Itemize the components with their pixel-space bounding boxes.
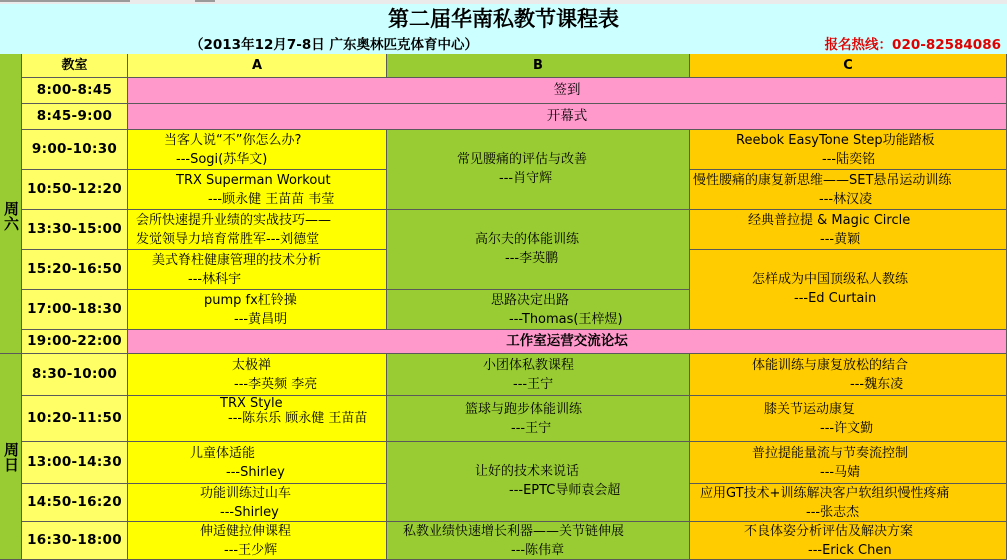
course-speaker: ---林汉凌 bbox=[819, 192, 873, 207]
course-cell bbox=[690, 396, 1007, 442]
day-label-sunday bbox=[0, 354, 22, 560]
page-subtitle: （2013年12月7-8日 广东奥林匹克体育中心） bbox=[190, 37, 478, 53]
course-speaker: 发觉领导力培育常胜军---刘德堂 bbox=[136, 232, 320, 247]
course-title: 膝关节运动康复 bbox=[764, 402, 856, 417]
course-cell bbox=[387, 522, 690, 560]
course-cell bbox=[690, 130, 1007, 170]
course-speaker: ---黄颖 bbox=[820, 232, 861, 247]
course-title: 当客人说“不”你怎么办? bbox=[164, 133, 302, 148]
course-title: 慢性腰痛的康复新思维——SET悬吊运动训练 bbox=[693, 173, 952, 188]
course-speaker: ---Ed Curtain bbox=[794, 291, 877, 306]
course-cell bbox=[128, 442, 387, 484]
course-cell bbox=[690, 250, 1007, 330]
course-speaker: ---魏东凌 bbox=[850, 377, 904, 392]
time-slot: 8:00-8:45 bbox=[22, 78, 128, 104]
course-title: 体能训练与康复放松的结合 bbox=[752, 358, 909, 373]
day-label-saturday bbox=[0, 78, 22, 354]
course-title: 篮球与跑步体能训练 bbox=[465, 402, 583, 417]
course-cell bbox=[128, 522, 387, 560]
course-cell bbox=[128, 210, 387, 250]
course-cell bbox=[690, 484, 1007, 522]
course-title: 私教业绩快速增长利器——关节链伸展 bbox=[403, 524, 625, 539]
course-title: Reebok EasyTone Step功能踏板 bbox=[736, 133, 935, 148]
course-cell bbox=[690, 210, 1007, 250]
course-speaker: ---Erick Chen bbox=[808, 543, 892, 558]
course-speaker: ---林科宇 bbox=[188, 272, 242, 287]
course-cell bbox=[128, 250, 387, 290]
course-speaker: ---马婧 bbox=[820, 465, 861, 480]
time-slot: 13:00-14:30 bbox=[22, 442, 128, 484]
course-speaker: ---陈伟章 bbox=[511, 543, 565, 558]
time-slot: 10:50-12:20 bbox=[22, 170, 128, 210]
course-speaker: ---EPTC导师袁会超 bbox=[509, 483, 621, 498]
course-speaker: ---黄昌明 bbox=[234, 312, 288, 327]
course-title: 不良体姿分析评估及解决方案 bbox=[744, 524, 914, 539]
course-cell bbox=[387, 396, 690, 442]
course-speaker: ---李英频 李亮 bbox=[234, 377, 318, 392]
course-cell bbox=[690, 522, 1007, 560]
course-speaker: ---王少辉 bbox=[224, 543, 278, 558]
header-room: 教室 bbox=[22, 54, 128, 78]
course-speaker: ---李英鹏 bbox=[505, 251, 559, 266]
course-cell bbox=[690, 170, 1007, 210]
course-speaker: ---张志杰 bbox=[806, 505, 860, 520]
time-slot: 14:50-16:20 bbox=[22, 484, 128, 522]
time-slot: 16:30-18:00 bbox=[22, 522, 128, 560]
page-title: 第二届华南私教节课程表 bbox=[388, 7, 619, 31]
time-slot: 8:30-10:00 bbox=[22, 354, 128, 396]
course-cell bbox=[128, 130, 387, 170]
time-slot: 17:00-18:30 bbox=[22, 290, 128, 330]
course-speaker: ---陈东乐 顾永健 王苗苗 bbox=[228, 411, 368, 426]
day-sunday-text: 周日 bbox=[2, 441, 20, 472]
course-cell bbox=[387, 354, 690, 396]
course-title: 儿童体适能 bbox=[190, 446, 256, 461]
time-slot: 9:00-10:30 bbox=[22, 130, 128, 170]
course-speaker: ---肖守辉 bbox=[499, 171, 553, 186]
course-cell bbox=[128, 354, 387, 396]
course-title: 美式脊柱健康管理的技术分析 bbox=[152, 253, 322, 268]
time-slot: 10:20-11:50 bbox=[22, 396, 128, 442]
course-cell bbox=[387, 290, 690, 330]
course-title: 太极禅 bbox=[232, 358, 272, 373]
course-title: 功能训练过山车 bbox=[200, 486, 292, 501]
course-cell bbox=[387, 210, 690, 290]
forum-row: 工作室运营交流论坛 bbox=[128, 330, 1007, 354]
course-title: TRX Superman Workout bbox=[176, 173, 331, 188]
course-cell bbox=[387, 130, 690, 210]
course-title: 小团体私教课程 bbox=[483, 358, 575, 373]
opening-row: 开幕式 bbox=[128, 104, 1007, 130]
course-title: 会所快速提升业绩的实战技巧—— bbox=[136, 213, 332, 228]
course-title: 常见腰痛的评估与改善 bbox=[457, 152, 588, 167]
time-slot: 15:20-16:50 bbox=[22, 250, 128, 290]
header-col-b: B bbox=[387, 54, 690, 78]
course-title: 高尔夫的体能训练 bbox=[475, 232, 580, 247]
time-slot: 13:30-15:00 bbox=[22, 210, 128, 250]
course-title: 应用GT技术+训练解决客户软组织慢性疼痛 bbox=[700, 486, 950, 501]
course-title: pump fx杠铃操 bbox=[204, 293, 297, 308]
header-col-a: A bbox=[128, 54, 387, 78]
course-cell bbox=[128, 290, 387, 330]
header-col-c: C bbox=[690, 54, 1007, 78]
hotline-text: 报名热线：020-82584086 bbox=[824, 37, 1001, 53]
checkin-row: 签到 bbox=[128, 78, 1007, 104]
course-speaker: ---Shirley bbox=[220, 505, 279, 520]
course-title: TRX Style bbox=[220, 396, 283, 411]
course-title: 经典普拉提 & Magic Circle bbox=[748, 213, 911, 228]
course-speaker: ---陆奕铭 bbox=[822, 152, 876, 167]
course-speaker: ---Thomas(王梓煜) bbox=[509, 312, 623, 327]
course-speaker: ---Sogi(苏华文) bbox=[176, 152, 268, 167]
header-corner bbox=[0, 54, 22, 78]
course-cell bbox=[128, 396, 387, 442]
course-cell bbox=[690, 354, 1007, 396]
course-title: 思路决定出路 bbox=[491, 293, 570, 308]
course-speaker: ---许文勤 bbox=[820, 421, 874, 436]
course-cell bbox=[128, 170, 387, 210]
course-speaker: ---王宁 bbox=[511, 421, 552, 436]
course-title: 怎样成为中国顶级私人教练 bbox=[752, 272, 909, 287]
course-speaker: ---Shirley bbox=[226, 465, 285, 480]
course-title: 普拉提能量流与节奏流控制 bbox=[752, 446, 909, 461]
day-saturday-text: 周六 bbox=[2, 200, 20, 231]
course-cell bbox=[690, 442, 1007, 484]
time-slot: 8:45-9:00 bbox=[22, 104, 128, 130]
course-speaker: ---王宁 bbox=[513, 377, 554, 392]
course-cell bbox=[387, 442, 690, 522]
course-cell bbox=[128, 484, 387, 522]
course-title: 伸适健拉伸课程 bbox=[200, 524, 292, 539]
course-speaker: ---顾永健 王苗苗 韦莹 bbox=[208, 192, 335, 207]
time-slot: 19:00-22:00 bbox=[22, 330, 128, 354]
course-title: 让好的技术来说话 bbox=[475, 464, 580, 479]
